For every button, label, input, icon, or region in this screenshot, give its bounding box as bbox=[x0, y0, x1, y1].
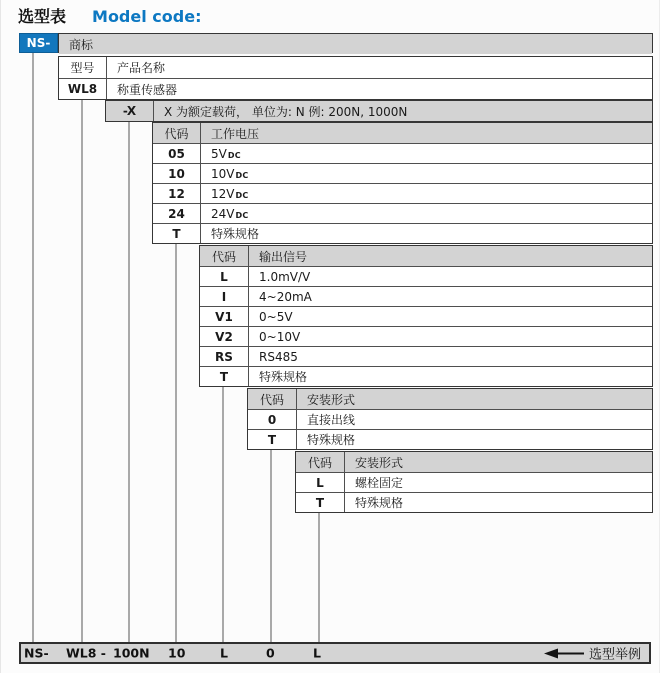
table-header-row bbox=[296, 452, 652, 472]
voltage-code: 05 bbox=[153, 144, 201, 163]
dc-subscript: DC bbox=[227, 150, 241, 160]
voltage-header-code: 代码 bbox=[153, 123, 201, 143]
voltage-code: T bbox=[153, 224, 201, 243]
mounting1-header-code: 代码 bbox=[248, 389, 297, 409]
capacity-table bbox=[105, 100, 653, 122]
model-code: WL8 bbox=[59, 79, 107, 99]
table-row bbox=[200, 326, 652, 346]
model-label: 称重传感器 bbox=[117, 82, 178, 97]
table-row bbox=[248, 429, 652, 449]
table-row bbox=[200, 306, 652, 326]
output-label: 特殊规格 bbox=[259, 370, 308, 384]
mounting2-header-code: 代码 bbox=[296, 452, 345, 472]
example-segment: WL8 - bbox=[66, 645, 106, 661]
voltage-label: 24VDC bbox=[211, 206, 249, 221]
example-arrow-label: 选型举例 bbox=[588, 647, 641, 663]
example-segment: 0 bbox=[266, 645, 275, 661]
connector-line-output bbox=[222, 384, 224, 643]
example-code-bar bbox=[19, 642, 651, 664]
voltage-label: 12VDC bbox=[211, 186, 249, 201]
example-segment: 100N bbox=[113, 645, 150, 661]
output-code: V2 bbox=[200, 327, 249, 346]
output-code: L bbox=[200, 267, 249, 286]
table-header-row bbox=[153, 123, 652, 143]
dc-subscript: DC bbox=[235, 210, 249, 220]
mounting1-table bbox=[247, 388, 653, 450]
mounting2-label: 螺栓固定 bbox=[355, 476, 404, 490]
table-row bbox=[153, 163, 652, 183]
table-row bbox=[153, 183, 652, 203]
example-segment: NS- bbox=[24, 645, 49, 661]
brand-label: 商标 bbox=[69, 37, 94, 52]
table-row bbox=[59, 57, 652, 78]
model-header-code: 型号 bbox=[59, 57, 107, 78]
mounting2-code: L bbox=[296, 473, 345, 492]
table-row bbox=[59, 34, 652, 54]
mounting2-label: 特殊规格 bbox=[355, 496, 404, 510]
connector-line-capacity bbox=[128, 119, 130, 643]
left-arrow-icon bbox=[544, 648, 558, 658]
table-row bbox=[153, 223, 652, 243]
voltage-label: 特殊规格 bbox=[211, 227, 260, 241]
capacity-code: -X bbox=[106, 101, 154, 121]
voltage-code: 10 bbox=[153, 164, 201, 183]
output-code: I bbox=[200, 287, 249, 306]
table-row bbox=[200, 266, 652, 286]
table-row bbox=[296, 492, 652, 512]
output-header-code: 代码 bbox=[200, 246, 249, 266]
mounting2-code: T bbox=[296, 493, 345, 512]
connector-line-voltage bbox=[175, 241, 177, 643]
mounting1-code: 0 bbox=[248, 410, 297, 429]
table-row bbox=[153, 143, 652, 163]
dc-subscript: DC bbox=[235, 170, 249, 180]
model-table bbox=[58, 56, 653, 100]
mounting1-label: 直接出线 bbox=[307, 413, 356, 427]
output-label: RS485 bbox=[259, 349, 298, 364]
dc-subscript: DC bbox=[235, 190, 249, 200]
brand-table bbox=[58, 33, 653, 53]
mounting1-label: 特殊规格 bbox=[307, 433, 356, 447]
output-label: 0~5V bbox=[259, 309, 293, 324]
page-title-en: Model code: bbox=[92, 7, 202, 26]
table-row bbox=[296, 472, 652, 492]
table-row bbox=[248, 409, 652, 429]
table-row bbox=[153, 203, 652, 223]
example-segment: 10 bbox=[168, 645, 186, 661]
output-code: T bbox=[200, 367, 249, 386]
output-label: 4~20mA bbox=[259, 289, 312, 304]
voltage-table bbox=[152, 122, 653, 244]
connector-line-model bbox=[81, 97, 83, 643]
output-label: 1.0mV/V bbox=[259, 269, 311, 284]
example-segment: L bbox=[220, 645, 228, 661]
voltage-label: 5VDC bbox=[211, 146, 241, 161]
connector-line-mount1 bbox=[270, 447, 272, 643]
page-title-zh: 选型表 bbox=[18, 7, 67, 26]
voltage-header-label: 工作电压 bbox=[211, 126, 260, 141]
output-code: RS bbox=[200, 347, 249, 366]
capacity-label: X 为额定载荷， 单位为: N 例: 200N, 1000N bbox=[164, 104, 408, 119]
mounting1-code: T bbox=[248, 430, 297, 449]
model-header-label: 产品名称 bbox=[117, 61, 166, 75]
connector-line-prefix bbox=[32, 52, 34, 643]
voltage-code: 24 bbox=[153, 204, 201, 223]
output-header-label: 输出信号 bbox=[259, 249, 308, 264]
connector-line-mount2 bbox=[318, 510, 320, 643]
table-row bbox=[200, 286, 652, 306]
example-arrow-group bbox=[544, 644, 641, 663]
page-title bbox=[18, 4, 201, 27]
output-code: V1 bbox=[200, 307, 249, 326]
voltage-label: 10VDC bbox=[211, 166, 249, 181]
mounting1-header-label: 安装形式 bbox=[307, 392, 356, 407]
mounting2-table bbox=[295, 451, 653, 513]
table-row bbox=[106, 101, 652, 121]
voltage-code: 12 bbox=[153, 184, 201, 203]
output-table bbox=[199, 245, 653, 387]
mounting2-header-label: 安装形式 bbox=[355, 455, 404, 470]
table-header-row bbox=[200, 246, 652, 266]
arrow-shaft bbox=[558, 652, 584, 654]
output-label: 0~10V bbox=[259, 329, 301, 344]
prefix-code-cell: NS- bbox=[19, 33, 58, 53]
table-header-row bbox=[248, 389, 652, 409]
table-row bbox=[200, 346, 652, 366]
table-row bbox=[200, 366, 652, 386]
table-row bbox=[59, 78, 652, 99]
example-segment: L bbox=[313, 645, 321, 661]
